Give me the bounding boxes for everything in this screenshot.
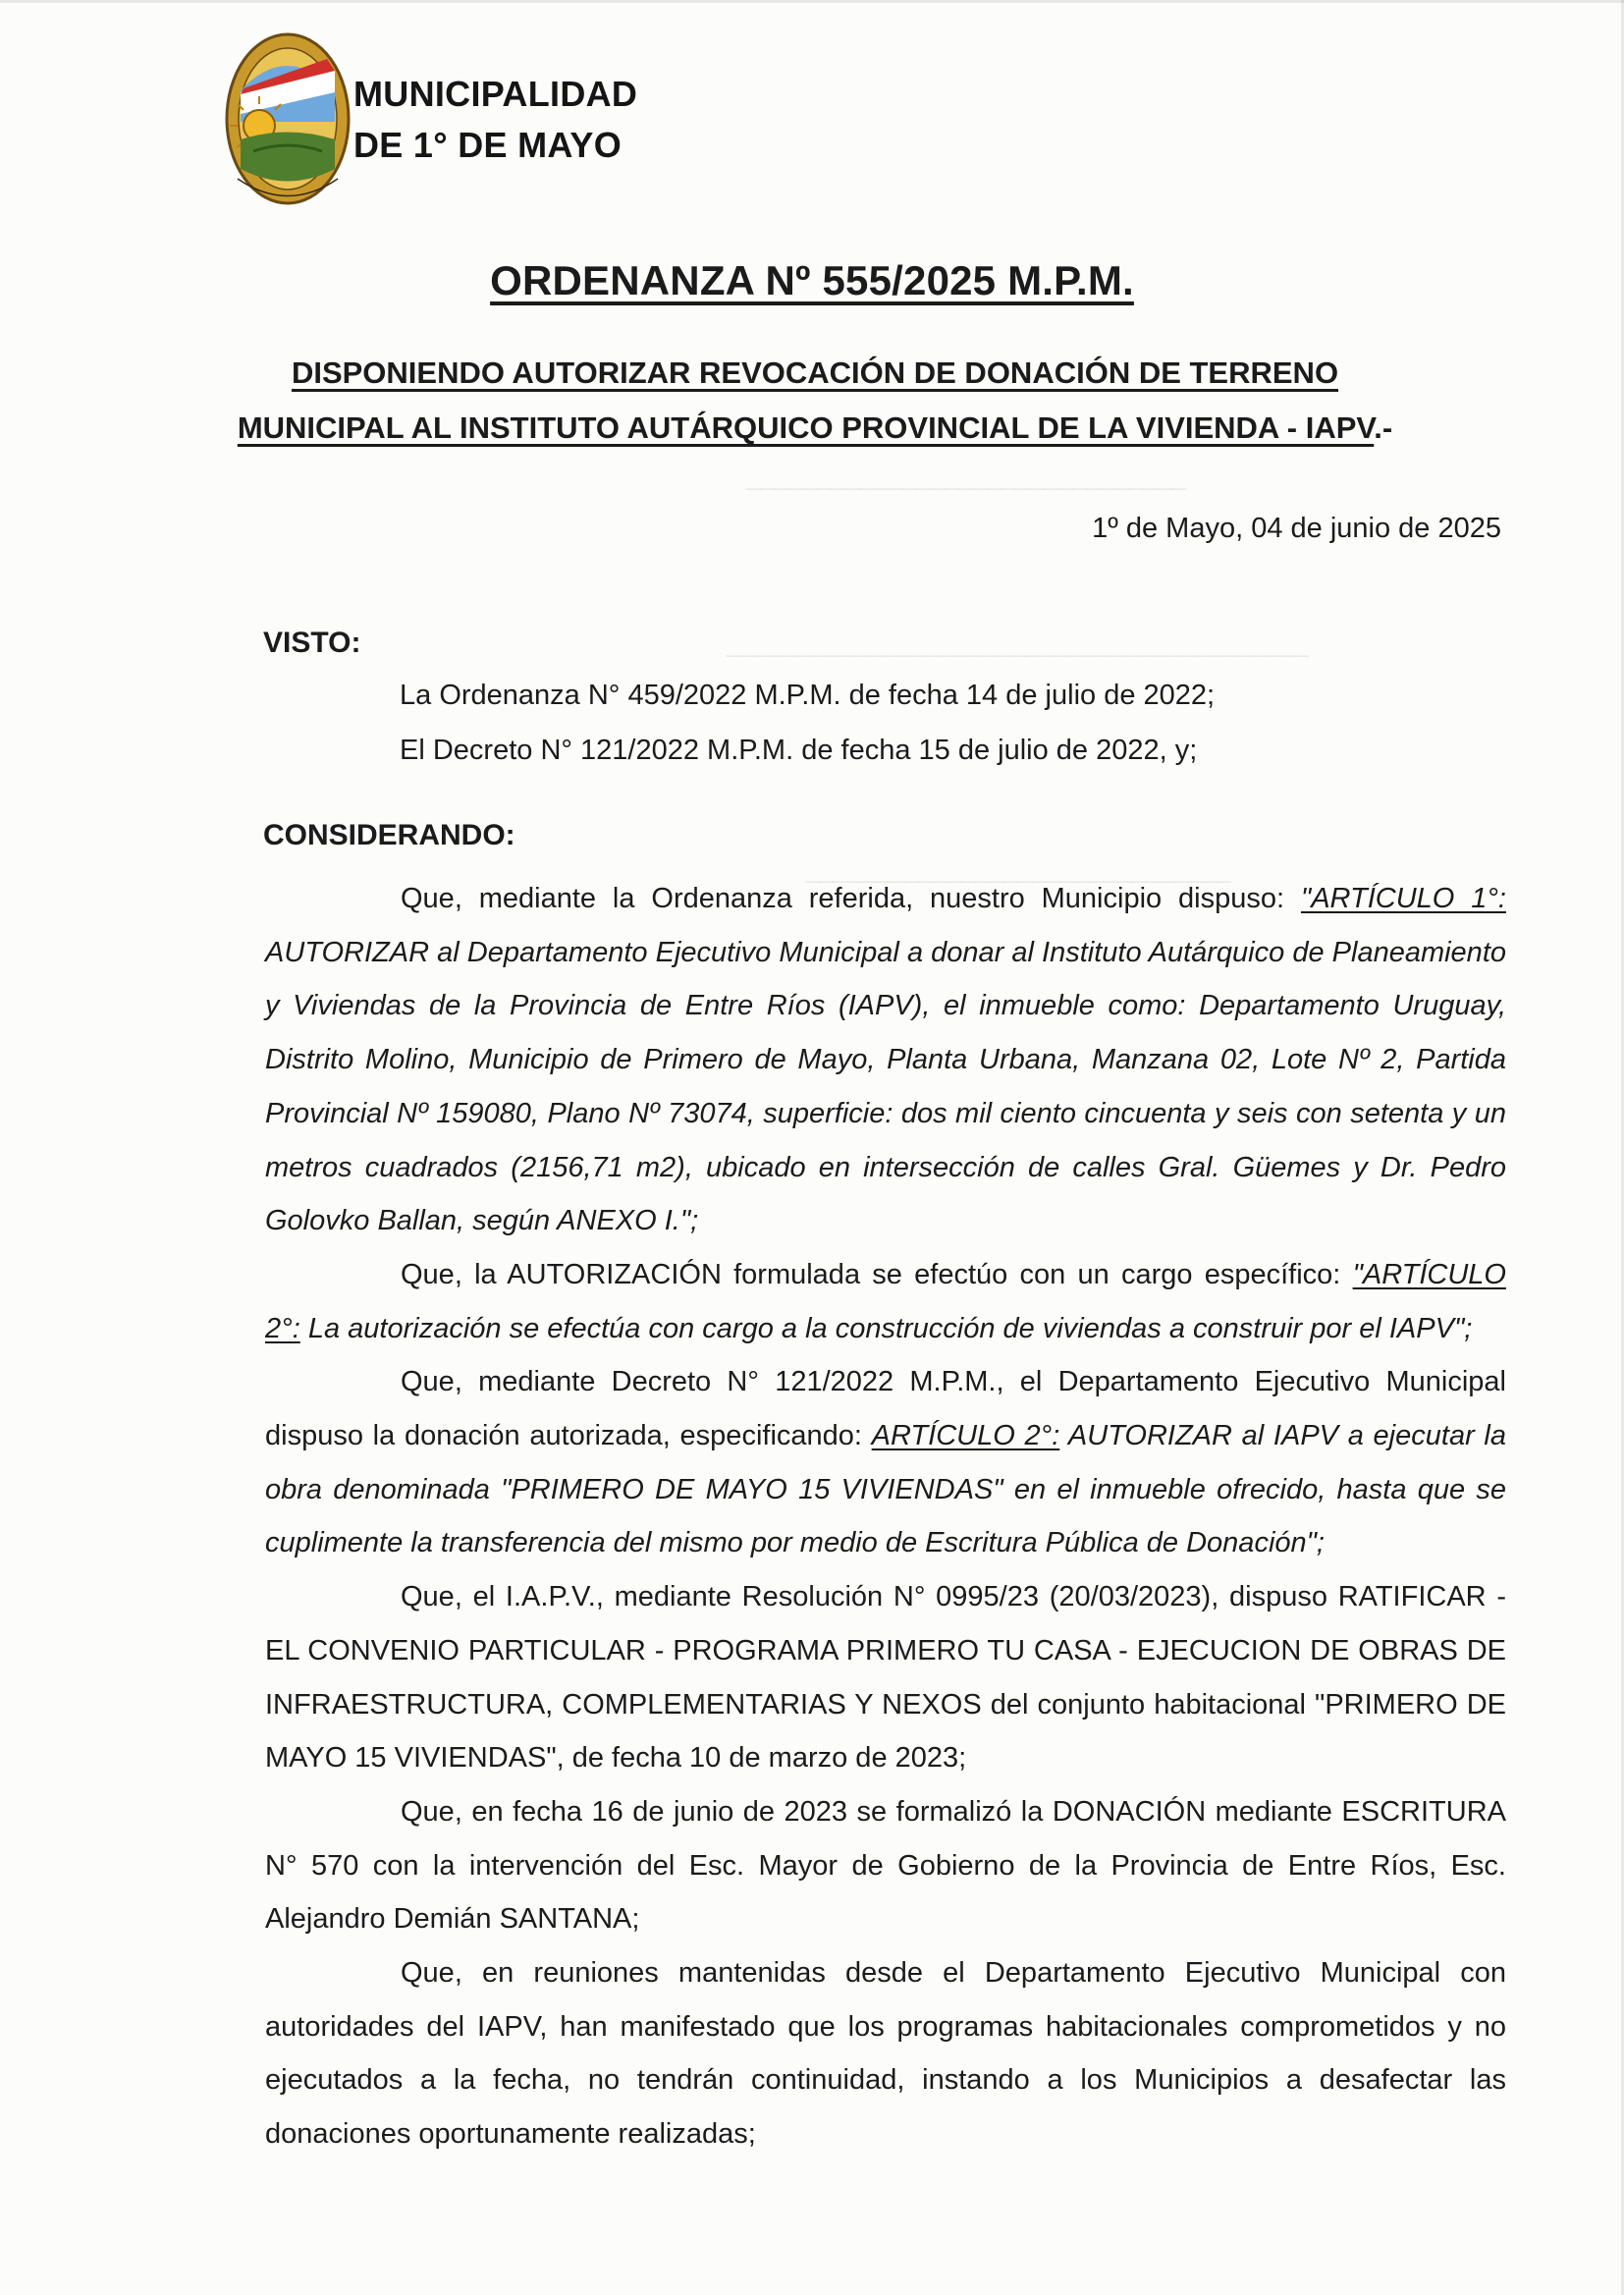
municipality-name-line2: DE 1° DE MAYO — [353, 125, 623, 165]
article-quote: AUTORIZAR al Departamento Ejecutivo Municipal a donar al Instituto Autárquico de Planeamiento y Viviendas de la Provincia de Entre Ríos (IAPV), el inmueble como: Departamento Uruguay, Distrito Molino, Municipio de Primero de Mayo, Planta Urbana, Manzana 02, Lote Nº 2, Partida Provincial Nº 159080, Plano Nº 73074, superficie: dos mil ciento cincuenta y seis con setenta y un metros cuadrados (2156,71 m2), ubicado en intersección de calles Gral. Güemes y Dr. Pedro Golovko Ballan, según ANEXO I."; — [265, 936, 1506, 1237]
visto-heading: VISTO: — [263, 627, 361, 659]
municipality-name-line1: MUNICIPALIDAD — [353, 74, 638, 114]
article-quote: AUTORIZAR al IAPV a ejecutar la obra denominada "PRIMERO DE MAYO 15 VIVIENDAS" en el inmueble ofrecido, hasta que se cuplimente la transferencia del mismo por medio de Escritura Pública de Donación"; — [265, 1420, 1507, 1559]
considerando-paragraph: Que, el I.A.P.V., mediante Resolución N° 0995/23 (20/03/2023), dispuso RATIFICAR - EL CONVENIO PARTICULAR - PROGRAMA PRIMERO TU CASA - EJECUCION DE OBRAS DE INFRAESTRUCTURA, COMPLEMENTARIAS Y NEXOS del conjunto habitacional "PRIMERO DE MAYO 15 VIVIENDAS", de fecha 10 de marzo de 2023; — [265, 1581, 1506, 1775]
article-reference: "ARTÍCULO 1°: — [1300, 883, 1506, 914]
article-reference: ARTÍCULO 2°: — [871, 1420, 1060, 1452]
bleed-through-mark: _________________________________________ — [727, 628, 1309, 658]
visto-line: El Decreto N° 121/2022 M.P.M. de fecha 15 de julio de 2022, y; — [400, 735, 1198, 766]
municipality-name — [353, 69, 637, 171]
scan-edge-top — [0, 0, 1624, 3]
subtitle-line2: MUNICIPAL AL INSTITUTO AUTÁRQUICO PROVINCIAL DE LA VIVIENDA - IAPV — [237, 410, 1375, 445]
paragraph-lead: Que, mediante Decreto N° 121/2022 M.P.M., el Departamento Ejecutivo Municipal dispuso la donación autorizada, especificando: — [265, 1366, 1506, 1452]
considerando-paragraph: Que, en fecha 16 de junio de 2023 se formalizó la DONACIÓN mediante ESCRITURA N° 570 con la intervención del Esc. Mayor de Gobierno de la Provincia de Entre Ríos, Esc. Alejandro Demián SANTANA; — [265, 1795, 1506, 1936]
considerando-paragraph: Que, en reuniones mantenidas desde el Departamento Ejecutivo Municipal con autoridades del IAPV, han manifestado que los programas habitacionales comprometidos y no ejecutados a la fecha, no tendrán continuidad, instando a los Municipios a desafectar las donaciones oportunamente realizadas; — [265, 1957, 1506, 2151]
paragraph-lead: Que, la AUTORIZACIÓN formulada se efectúo con un cargo específico: — [401, 1258, 1353, 1290]
bleed-through-mark: _______________________________ — [746, 462, 1187, 491]
considerando-paragraph — [265, 1355, 1506, 1570]
subtitle-line2-tail: .- — [1374, 410, 1393, 445]
bleed-through-mark: ______________________________ — [805, 854, 1231, 884]
letterhead — [224, 31, 734, 208]
considerando-paragraph — [265, 872, 1506, 1248]
document-date: 1º de Mayo, 04 de junio de 2025 — [1092, 513, 1501, 544]
subtitle-line1: DISPONIENDO AUTORIZAR REVOCACIÓN DE DONACIÓN DE TERRENO — [291, 355, 1339, 390]
considerando-paragraph — [265, 1248, 1506, 1355]
visto-line: La Ordenanza N° 459/2022 M.P.M. de fecha 14 de julio de 2022; — [400, 680, 1216, 711]
article-quote: La autorización se efectúa con cargo a la construcción de viviendas a construir por el IAPV"; — [299, 1312, 1473, 1344]
article-reference: "ARTÍCULO 2°: — [265, 1258, 1506, 1344]
considerando-body — [265, 872, 1506, 2161]
ordinance-subtitle — [196, 346, 1434, 456]
considerando-heading: CONSIDERANDO: — [263, 819, 515, 851]
paragraph-lead: Que, mediante la Ordenanza referida, nuestro Municipio dispuso: — [401, 883, 1301, 914]
ordinance-title: ORDENANZA Nº 555/2025 M.P.M. — [490, 257, 1134, 303]
municipal-seal-logo — [224, 31, 352, 206]
